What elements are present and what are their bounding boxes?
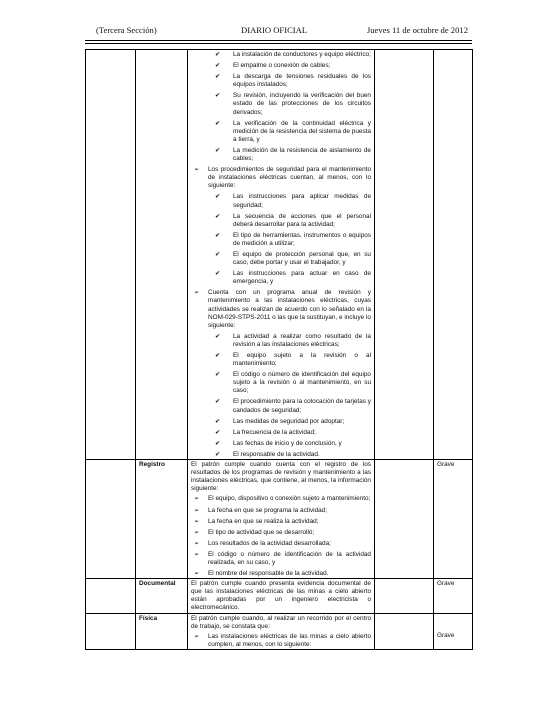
header-rule-top: [85, 40, 472, 41]
list-item: ✔ El equipo sujeto a la revisión o al mantenimiento;: [213, 352, 371, 368]
empty-cell: [375, 579, 434, 613]
header-section: (Tercera Sección): [96, 25, 157, 35]
empty-cell: [86, 460, 136, 579]
empty-cell: [86, 579, 136, 613]
page-header: [96, 25, 468, 39]
list-item: ✔ El responsable de la actividad.: [213, 451, 371, 459]
list-item: ✔ El código o número de identificación del equipo sujeto a la revisión o al mantenimiento, en su caso;: [213, 371, 371, 395]
list-item: ✔ El empalme o conexión de cables;: [213, 62, 371, 70]
list-item: ✔ Las instrucciones para actuar en caso de emergencia, y: [213, 270, 371, 286]
empty-cell: [86, 50, 136, 460]
criteria-cell: [188, 50, 375, 460]
empty-cell: [375, 50, 434, 460]
list-item: ✔ Las medidas de seguridad por adoptar;: [213, 418, 371, 426]
list-item: ➢ Los procedimientos de seguridad para el mantenimiento de instalaciones eléctricas cuentan, al menos, con lo siguiente:: [191, 166, 371, 190]
arrow-list: [191, 633, 371, 649]
list-item: ✔ El procedimiento para la colocación de tarjetas y candados de seguridad;: [213, 398, 371, 414]
list-item: ➢ El tipo de actividad que se desarrolló;: [191, 529, 371, 537]
table-row: [86, 460, 473, 579]
category-registro: Registro: [136, 460, 188, 579]
severity-fisica: Grave: [434, 613, 473, 649]
list-item: ✔ La medición de la resistencia de aislamiento de cables;: [213, 147, 371, 163]
list-item: ➢ El equipo, dispositivo o conexión sujeto a mantenimiento;: [191, 495, 371, 503]
list-item: ➢ Los resultados de la actividad desarrollada;: [191, 540, 371, 548]
list-item: ✔ El equipo de protección personal que, en su caso, debe portar y usar el trabajador, y: [213, 251, 371, 267]
list-item: ✔ La instalación de conductores y equipo eléctrico;: [213, 51, 371, 59]
severity-cell: [434, 50, 473, 460]
arrow-list: [191, 166, 371, 190]
list-item: ➢ Las instalaciones eléctricas de las minas a cielo abierto cumplen, al menos, con lo siguiente:: [191, 633, 371, 649]
list-item: ➢ Cuenta con un programa anual de revisión y mantenimiento a las instalaciones eléctricas, cuyas actividades se realizan de acuerdo con lo señalado en la NOM-029-STPS-2011 o las que la sustituyan, e incluye lo siguiente:: [191, 289, 371, 329]
criteria-intro: El patrón cumple cuando, al realizar un recorrido por el centro de trabajo, se constata que:: [191, 614, 371, 630]
list-item: ➢ El código o número de identificación de la actividad realizada, en su caso, y: [191, 551, 371, 567]
table-row: [86, 613, 473, 649]
empty-cell: [375, 460, 434, 579]
criteria-documental: El patrón cumple cuando presenta evidencia documental de que las instalaciones eléctricas de las minas a cielo abierto están aprobadas por un ingeniero electricista o electromecánico.: [188, 579, 375, 613]
severity-registro: Grave: [434, 460, 473, 579]
list-item: ✔ La actividad a realizar como resultado de la revisión a las instalaciones eléctricas;: [213, 333, 371, 349]
header-publication: DIARIO OFICIAL: [241, 25, 308, 35]
table-row: [86, 579, 473, 613]
header-rule-bottom: [85, 43, 472, 44]
list-item: ✔ La descarga de tensiones residuales de los equipos instalados;: [213, 73, 371, 89]
table-row: [86, 50, 473, 460]
list-item: ✔ Las instrucciones para aplicar medidas de seguridad;: [213, 193, 371, 209]
list-item: ➢ El nombre del responsable de la actividad.: [191, 570, 371, 578]
criteria-cell: [188, 613, 375, 649]
checklist: [191, 51, 371, 163]
arrow-list: [191, 495, 371, 578]
list-item: ➢ La fecha en que se programa la actividad;: [191, 507, 371, 515]
list-item: ✔ La secuencia de acciones que el personal deberá desarrollar para la actividad;: [213, 213, 371, 229]
compliance-table: [85, 49, 473, 650]
checklist: [191, 333, 371, 459]
category-fisica: Física: [136, 613, 188, 649]
header-date: Jueves 11 de octubre de 2012: [366, 25, 468, 35]
list-item: ➢ La fecha en que se realiza la actividad;: [191, 518, 371, 526]
criteria-cell: [188, 460, 375, 579]
checklist: [191, 193, 371, 286]
empty-cell: [375, 613, 434, 649]
list-item: ✔ La frecuencia de la actividad;: [213, 429, 371, 437]
list-item: ✔ La verificación de la continuidad eléctrica y medición de la resistencia del sistema de puesta a tierra, y: [213, 120, 371, 144]
list-item: ✔ El tipo de herramientas, instrumentos o equipos de medición a utilizar;: [213, 232, 371, 248]
category-cell: [136, 50, 188, 460]
list-item: ✔ Las fechas de inicio y de conclusión, y: [213, 440, 371, 448]
severity-documental: Grave: [434, 579, 473, 613]
empty-cell: [86, 613, 136, 649]
arrow-list: [191, 289, 371, 329]
list-item: ✔ Su revisión, incluyendo la verificación del buen estado de las protecciones de los circuitos derivados;: [213, 92, 371, 116]
criteria-intro: El patrón cumple cuando cuenta con el registro de los resultados de los programas de revisión y mantenimiento a las instalaciones eléctricas, que contiene, al menos, la información siguiente:: [191, 461, 371, 493]
category-documental: Documental: [136, 579, 188, 613]
